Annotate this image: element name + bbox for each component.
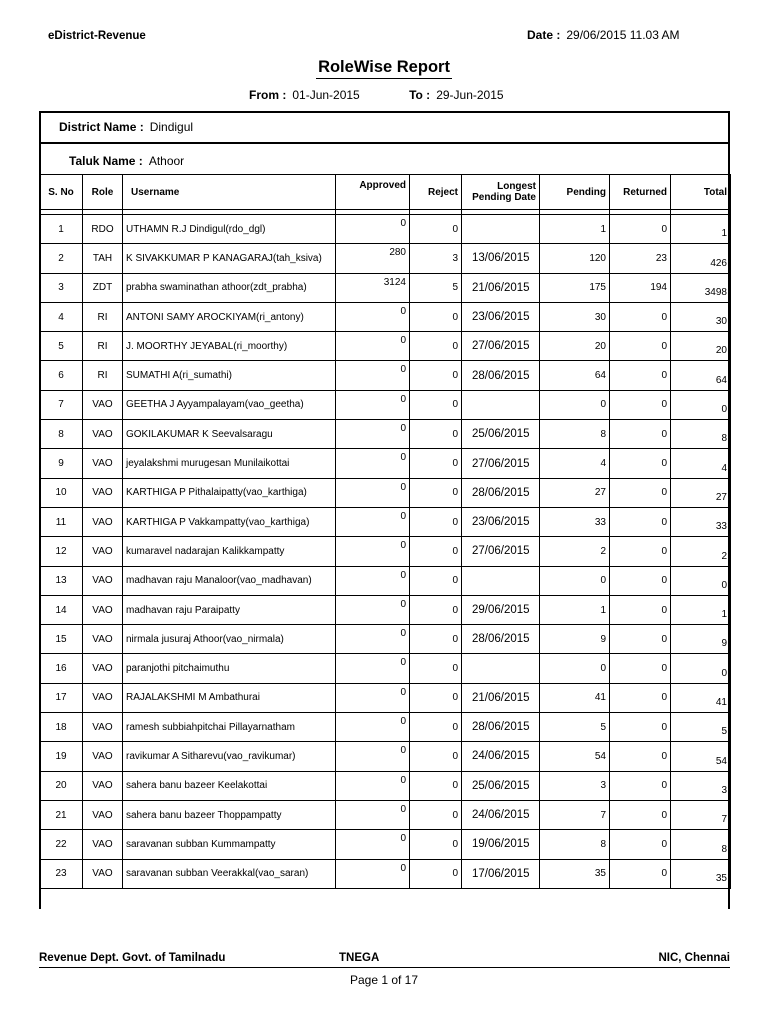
cell-pending: 0	[540, 390, 610, 419]
cell-reject: 0	[410, 507, 462, 536]
cell-date: 28/06/2015	[462, 478, 540, 507]
cell-sno: 6	[40, 361, 83, 390]
cell-approved: 0	[336, 507, 410, 536]
cell-total: 64	[671, 361, 731, 390]
cell-pending: 7	[540, 800, 610, 829]
cell-role: VAO	[83, 537, 123, 566]
cell-total: 3498	[671, 273, 731, 302]
cell-approved: 0	[336, 742, 410, 771]
cell-pending: 27	[540, 478, 610, 507]
cell-sno: 5	[40, 332, 83, 361]
cell-date: 21/06/2015	[462, 273, 540, 302]
cell-sno: 8	[40, 420, 83, 449]
cell-returned: 0	[610, 595, 671, 624]
cell-total: 0	[671, 654, 731, 683]
cell-date	[462, 654, 540, 683]
table-row	[40, 683, 731, 712]
cell-approved: 0	[336, 683, 410, 712]
cell-sno: 7	[40, 390, 83, 419]
taluk-name	[69, 154, 184, 168]
report-date	[527, 28, 680, 42]
cell-reject: 0	[410, 771, 462, 800]
cell-role: VAO	[83, 390, 123, 419]
cell-pending: 1	[540, 215, 610, 244]
cell-returned: 0	[610, 654, 671, 683]
cell-username: J. MOORTHY JEYABAL(ri_moorthy)	[123, 332, 336, 361]
to-value: 29-Jun-2015	[436, 88, 504, 102]
cell-returned: 0	[610, 566, 671, 595]
cell-reject: 0	[410, 625, 462, 654]
cell-pending: 3	[540, 771, 610, 800]
cell-reject: 0	[410, 449, 462, 478]
table-row	[40, 771, 731, 800]
cell-returned: 0	[610, 713, 671, 742]
cell-total: 5	[671, 713, 731, 742]
col-approved: Approved	[336, 175, 410, 210]
cell-approved: 0	[336, 537, 410, 566]
cell-total: 8	[671, 830, 731, 859]
cell-reject: 0	[410, 595, 462, 624]
cell-date	[462, 566, 540, 595]
cell-role: VAO	[83, 625, 123, 654]
cell-total: 35	[671, 859, 731, 888]
date-range	[249, 88, 504, 102]
cell-date: 27/06/2015	[462, 332, 540, 361]
cell-role: RI	[83, 302, 123, 331]
cell-username: saravanan subban Veerakkal(vao_saran)	[123, 859, 336, 888]
cell-username: nirmala jusuraj Athoor(vao_nirmala)	[123, 625, 336, 654]
table-row	[40, 742, 731, 771]
cell-returned: 0	[610, 625, 671, 654]
cell-reject: 0	[410, 800, 462, 829]
cell-returned: 0	[610, 302, 671, 331]
table-row	[40, 537, 731, 566]
col-longest-line1: Longest	[497, 181, 536, 192]
cell-username: kumaravel nadarajan Kalikkampatty	[123, 537, 336, 566]
cell-date: 13/06/2015	[462, 244, 540, 273]
cell-date: 24/06/2015	[462, 742, 540, 771]
cell-date: 27/06/2015	[462, 537, 540, 566]
cell-approved: 0	[336, 390, 410, 419]
cell-sno: 4	[40, 302, 83, 331]
cell-approved: 0	[336, 830, 410, 859]
cell-username: madhavan raju Manaloor(vao_madhavan)	[123, 566, 336, 595]
cell-approved: 0	[336, 771, 410, 800]
cell-total: 426	[671, 244, 731, 273]
cell-returned: 0	[610, 830, 671, 859]
cell-role: VAO	[83, 859, 123, 888]
cell-date: 23/06/2015	[462, 302, 540, 331]
cell-date: 23/06/2015	[462, 507, 540, 536]
cell-username: ANTONI SAMY AROCKIYAM(ri_antony)	[123, 302, 336, 331]
cell-reject: 0	[410, 683, 462, 712]
cell-returned: 0	[610, 742, 671, 771]
cell-approved: 0	[336, 420, 410, 449]
cell-returned: 0	[610, 507, 671, 536]
cell-username: KARTHIGA P Pithalaipatty(vao_karthiga)	[123, 478, 336, 507]
table-row	[40, 478, 731, 507]
cell-reject: 0	[410, 566, 462, 595]
cell-total: 3	[671, 771, 731, 800]
cell-total: 20	[671, 332, 731, 361]
cell-total: 0	[671, 390, 731, 419]
cell-total: 27	[671, 478, 731, 507]
district-label: District Name :	[59, 120, 144, 134]
cell-total: 4	[671, 449, 731, 478]
cell-role: VAO	[83, 683, 123, 712]
cell-date: 19/06/2015	[462, 830, 540, 859]
cell-role: VAO	[83, 566, 123, 595]
cell-date: 27/06/2015	[462, 449, 540, 478]
cell-reject: 0	[410, 215, 462, 244]
district-divider	[39, 142, 730, 144]
cell-reject: 0	[410, 302, 462, 331]
cell-returned: 0	[610, 420, 671, 449]
cell-reject: 0	[410, 742, 462, 771]
cell-total: 1	[671, 595, 731, 624]
cell-pending: 9	[540, 625, 610, 654]
cell-reject: 0	[410, 537, 462, 566]
cell-sno: 21	[40, 800, 83, 829]
cell-approved: 0	[336, 478, 410, 507]
table-row	[40, 390, 731, 419]
table-row	[40, 566, 731, 595]
col-returned: Returned	[610, 175, 671, 210]
table-row	[40, 449, 731, 478]
cell-role: ZDT	[83, 273, 123, 302]
cell-pending: 0	[540, 566, 610, 595]
cell-date: 28/06/2015	[462, 713, 540, 742]
cell-approved: 0	[336, 566, 410, 595]
cell-reject: 0	[410, 654, 462, 683]
cell-sno: 11	[40, 507, 83, 536]
table-row	[40, 800, 731, 829]
col-reject: Reject	[410, 175, 462, 210]
cell-approved: 0	[336, 625, 410, 654]
cell-sno: 9	[40, 449, 83, 478]
cell-sno: 18	[40, 713, 83, 742]
cell-date	[462, 215, 540, 244]
cell-role: VAO	[83, 478, 123, 507]
col-pending: Pending	[540, 175, 610, 210]
cell-pending: 120	[540, 244, 610, 273]
district-name	[59, 120, 193, 134]
table-row	[40, 595, 731, 624]
cell-role: VAO	[83, 507, 123, 536]
cell-role: VAO	[83, 654, 123, 683]
report-title-text: RoleWise Report	[316, 58, 452, 79]
cell-approved: 0	[336, 215, 410, 244]
taluk-label: Taluk Name :	[69, 154, 143, 168]
cell-username: ramesh subbiahpitchai Pillayarnatham	[123, 713, 336, 742]
cell-total: 8	[671, 420, 731, 449]
cell-date: 25/06/2015	[462, 771, 540, 800]
cell-pending: 64	[540, 361, 610, 390]
cell-approved: 0	[336, 302, 410, 331]
cell-date: 21/06/2015	[462, 683, 540, 712]
cell-total: 30	[671, 302, 731, 331]
taluk-value: Athoor	[148, 154, 185, 168]
cell-sno: 1	[40, 215, 83, 244]
cell-pending: 30	[540, 302, 610, 331]
cell-sno: 13	[40, 566, 83, 595]
cell-role: VAO	[83, 713, 123, 742]
cell-returned: 0	[610, 390, 671, 419]
cell-reject: 0	[410, 420, 462, 449]
cell-sno: 3	[40, 273, 83, 302]
app-name: eDistrict-Revenue	[48, 30, 146, 42]
cell-sno: 12	[40, 537, 83, 566]
cell-sno: 17	[40, 683, 83, 712]
footer-department: Revenue Dept. Govt. of Tamilnadu	[39, 952, 226, 964]
cell-returned: 0	[610, 361, 671, 390]
cell-sno: 15	[40, 625, 83, 654]
cell-approved: 3124	[336, 273, 410, 302]
cell-role: VAO	[83, 830, 123, 859]
cell-username: prabha swaminathan athoor(zdt_prabha)	[123, 273, 336, 302]
report-title	[0, 58, 768, 77]
cell-pending: 54	[540, 742, 610, 771]
cell-date: 25/06/2015	[462, 420, 540, 449]
table-row	[40, 273, 731, 302]
to-label: To :	[409, 88, 431, 102]
cell-reject: 0	[410, 361, 462, 390]
cell-username: sahera banu bazeer Keelakottai	[123, 771, 336, 800]
cell-total: 54	[671, 742, 731, 771]
cell-date: 28/06/2015	[462, 361, 540, 390]
footer-divider	[39, 967, 730, 968]
cell-date: 28/06/2015	[462, 625, 540, 654]
cell-username: K SIVAKKUMAR P KANAGARAJ(tah_ksiva)	[123, 244, 336, 273]
cell-approved: 0	[336, 713, 410, 742]
cell-total: 7	[671, 800, 731, 829]
cell-sno: 22	[40, 830, 83, 859]
cell-total: 0	[671, 566, 731, 595]
cell-reject: 0	[410, 859, 462, 888]
table-row	[40, 215, 731, 244]
table-row	[40, 625, 731, 654]
cell-pending: 35	[540, 859, 610, 888]
footer-agency: TNEGA	[339, 952, 380, 964]
footer-nic: NIC, Chennai	[658, 952, 730, 964]
cell-pending: 8	[540, 420, 610, 449]
cell-username: sahera banu bazeer Thoppampatty	[123, 800, 336, 829]
cell-pending: 20	[540, 332, 610, 361]
cell-date: 24/06/2015	[462, 800, 540, 829]
cell-total: 9	[671, 625, 731, 654]
table-row	[40, 654, 731, 683]
cell-total: 1	[671, 215, 731, 244]
col-longest-pending-date	[462, 175, 540, 210]
cell-date: 17/06/2015	[462, 859, 540, 888]
cell-sno: 23	[40, 859, 83, 888]
cell-username: GEETHA J Ayyampalayam(vao_geetha)	[123, 390, 336, 419]
col-longest-line2: Pending Date	[472, 192, 536, 203]
cell-role: RI	[83, 332, 123, 361]
district-value: Dindigul	[149, 120, 194, 134]
cell-role: VAO	[83, 800, 123, 829]
cell-sno: 10	[40, 478, 83, 507]
cell-sno: 20	[40, 771, 83, 800]
cell-returned: 0	[610, 449, 671, 478]
table-body	[40, 215, 731, 889]
cell-returned: 0	[610, 771, 671, 800]
cell-role: RDO	[83, 215, 123, 244]
cell-sno: 19	[40, 742, 83, 771]
page-number: Page 1 of 17	[349, 973, 419, 987]
cell-username: KARTHIGA P Vakkampatty(vao_karthiga)	[123, 507, 336, 536]
date-label: Date :	[527, 28, 561, 42]
cell-role: VAO	[83, 771, 123, 800]
cell-returned: 0	[610, 683, 671, 712]
cell-reject: 3	[410, 244, 462, 273]
table-row	[40, 859, 731, 888]
cell-pending: 0	[540, 654, 610, 683]
table-row	[40, 830, 731, 859]
cell-pending: 175	[540, 273, 610, 302]
cell-reject: 0	[410, 390, 462, 419]
from-label: From :	[249, 88, 287, 102]
cell-pending: 2	[540, 537, 610, 566]
cell-returned: 0	[610, 537, 671, 566]
cell-role: VAO	[83, 449, 123, 478]
cell-pending: 1	[540, 595, 610, 624]
cell-username: paranjothi pitchaimuthu	[123, 654, 336, 683]
cell-approved: 280	[336, 244, 410, 273]
cell-returned: 23	[610, 244, 671, 273]
cell-returned: 0	[610, 859, 671, 888]
cell-approved: 0	[336, 361, 410, 390]
cell-pending: 5	[540, 713, 610, 742]
cell-total: 33	[671, 507, 731, 536]
rolewise-table	[39, 174, 731, 889]
cell-sno: 2	[40, 244, 83, 273]
table-row	[40, 420, 731, 449]
cell-returned: 194	[610, 273, 671, 302]
cell-pending: 4	[540, 449, 610, 478]
col-username: Username	[123, 175, 336, 210]
table-row	[40, 361, 731, 390]
cell-username: ravikumar A Sitharevu(vao_ravikumar)	[123, 742, 336, 771]
cell-username: GOKILAKUMAR K Seevalsaragu	[123, 420, 336, 449]
cell-username: RAJALAKSHMI M Ambathurai	[123, 683, 336, 712]
table-row	[40, 244, 731, 273]
table-row	[40, 713, 731, 742]
cell-returned: 0	[610, 478, 671, 507]
cell-sno: 14	[40, 595, 83, 624]
cell-pending: 41	[540, 683, 610, 712]
cell-approved: 0	[336, 332, 410, 361]
cell-total: 2	[671, 537, 731, 566]
cell-sno: 16	[40, 654, 83, 683]
col-role: Role	[83, 175, 123, 210]
cell-reject: 0	[410, 830, 462, 859]
cell-username: UTHAMN R.J Dindigul(rdo_dgl)	[123, 215, 336, 244]
table-header-row	[40, 175, 731, 210]
cell-returned: 0	[610, 800, 671, 829]
col-total: Total	[671, 175, 731, 210]
cell-role: TAH	[83, 244, 123, 273]
cell-date: 29/06/2015	[462, 595, 540, 624]
cell-username: madhavan raju Paraipatty	[123, 595, 336, 624]
date-value: 29/06/2015 11.03 AM	[566, 28, 680, 42]
cell-returned: 0	[610, 215, 671, 244]
table-row	[40, 302, 731, 331]
cell-reject: 5	[410, 273, 462, 302]
cell-date	[462, 390, 540, 419]
cell-approved: 0	[336, 595, 410, 624]
cell-role: VAO	[83, 420, 123, 449]
cell-reject: 0	[410, 332, 462, 361]
col-sno: S. No	[40, 175, 83, 210]
from-value: 01-Jun-2015	[292, 88, 360, 102]
cell-approved: 0	[336, 654, 410, 683]
cell-reject: 0	[410, 478, 462, 507]
cell-role: RI	[83, 361, 123, 390]
cell-username: saravanan subban Kummampatty	[123, 830, 336, 859]
cell-pending: 33	[540, 507, 610, 536]
table-row	[40, 332, 731, 361]
cell-approved: 0	[336, 449, 410, 478]
cell-total: 41	[671, 683, 731, 712]
cell-returned: 0	[610, 332, 671, 361]
cell-role: VAO	[83, 742, 123, 771]
cell-role: VAO	[83, 595, 123, 624]
cell-username: SUMATHI A(ri_sumathi)	[123, 361, 336, 390]
cell-pending: 8	[540, 830, 610, 859]
cell-reject: 0	[410, 713, 462, 742]
cell-approved: 0	[336, 859, 410, 888]
cell-approved: 0	[336, 800, 410, 829]
table-row	[40, 507, 731, 536]
cell-username: jeyalakshmi murugesan Munilaikottai	[123, 449, 336, 478]
